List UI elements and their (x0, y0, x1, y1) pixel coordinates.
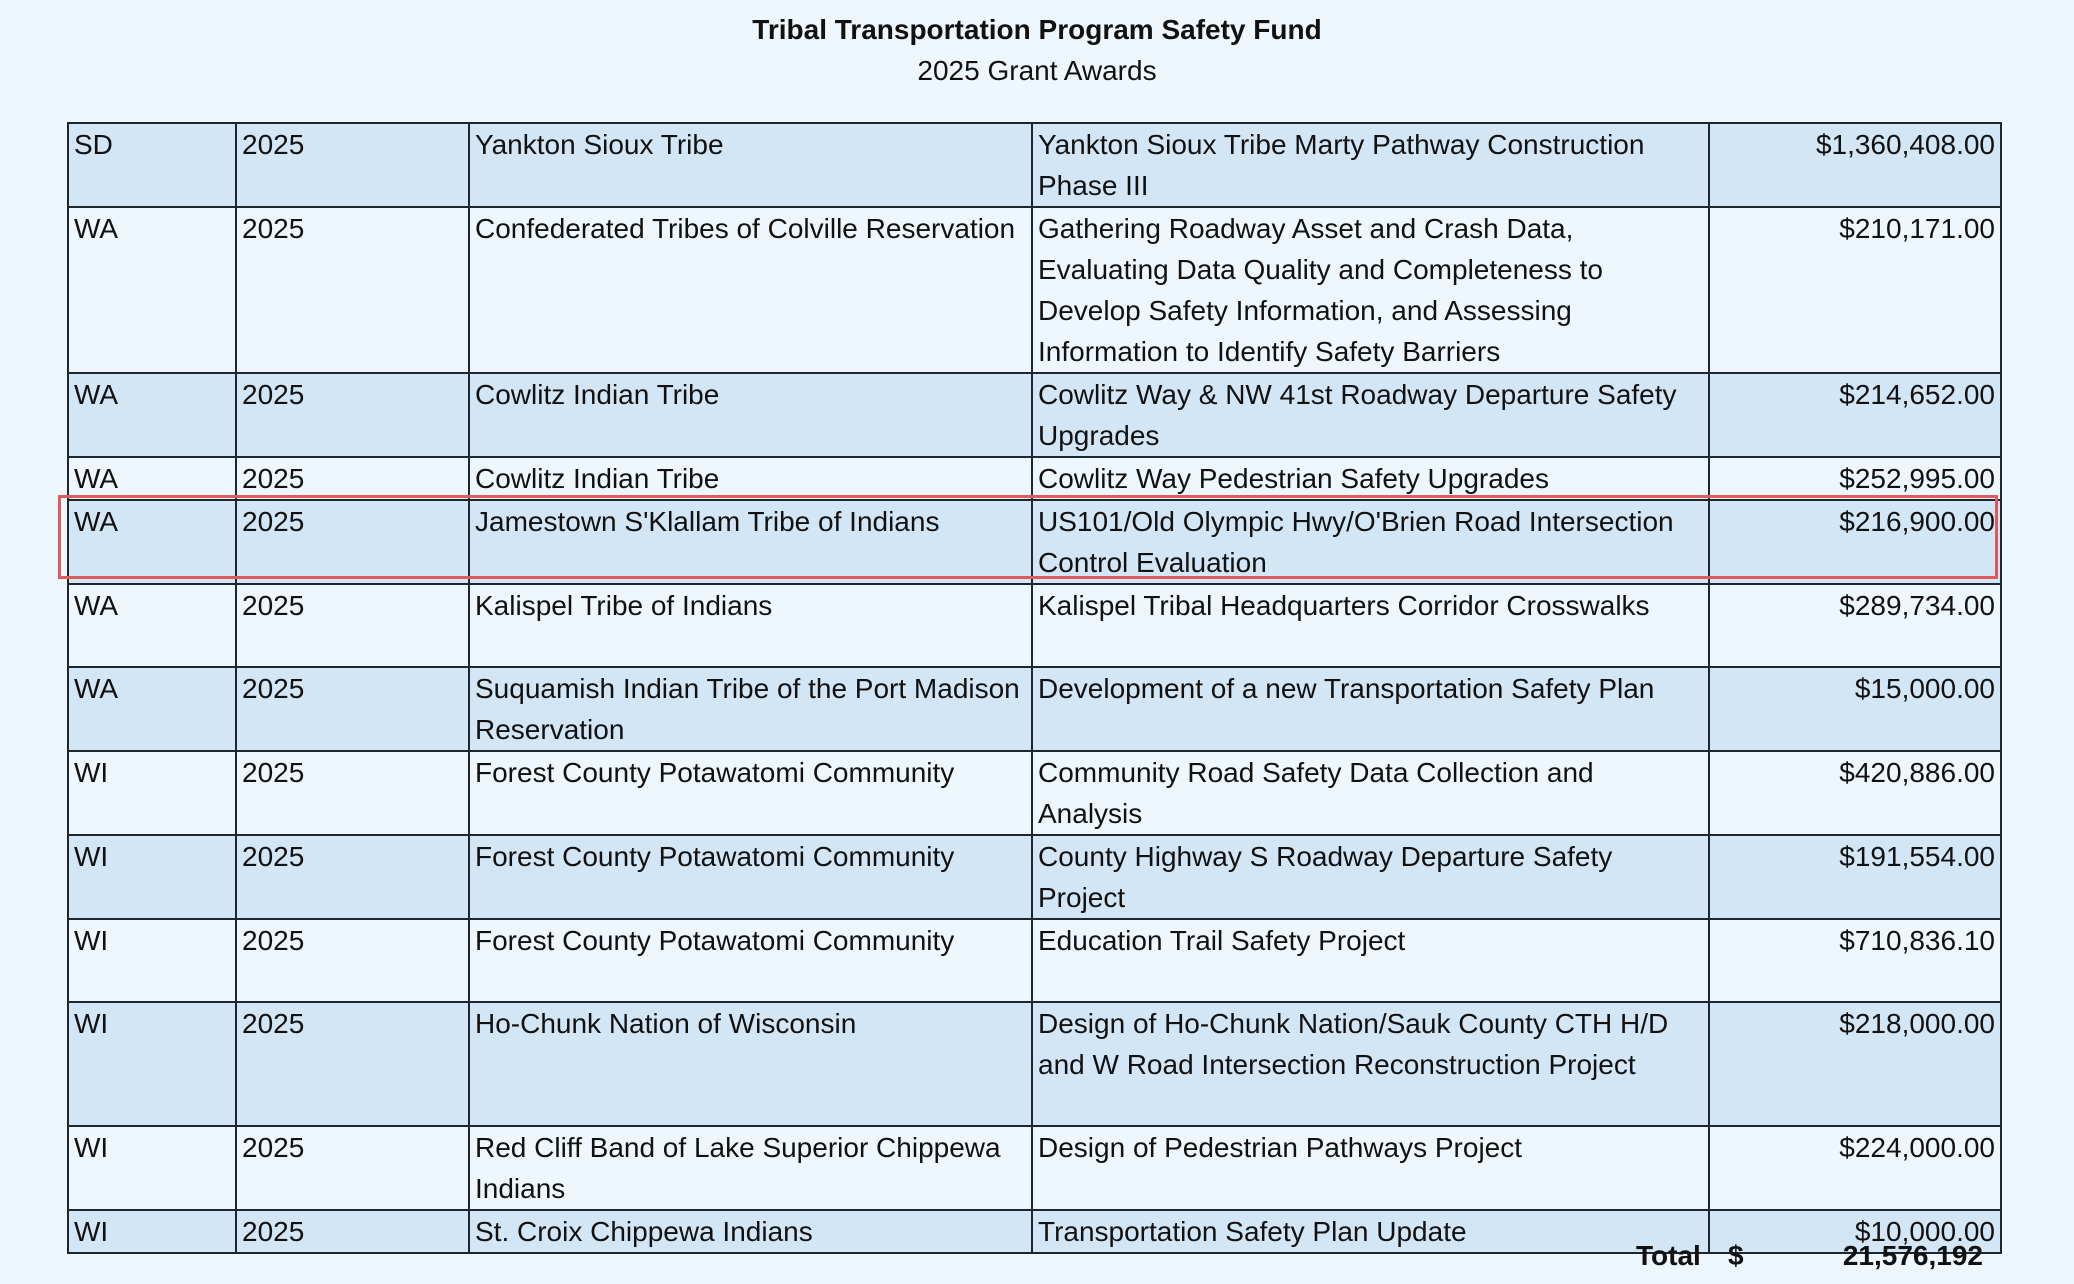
project-cell: Design of Pedestrian Pathways Project (1032, 1126, 1709, 1210)
table-row (68, 457, 2001, 500)
year-cell: 2025 (236, 500, 469, 584)
table-row (68, 667, 2001, 751)
state-cell: WI (68, 1126, 236, 1210)
state-cell: WA (68, 667, 236, 751)
tribe-cell: Yankton Sioux Tribe (469, 123, 1032, 207)
tribe-cell: Kalispel Tribe of Indians (469, 584, 1032, 667)
amount-cell: $224,000.00 (1709, 1126, 2001, 1210)
year-cell: 2025 (236, 751, 469, 835)
year-cell: 2025 (236, 123, 469, 207)
tribe-cell: Suquamish Indian Tribe of the Port Madison Reservation (469, 667, 1032, 751)
tribe-cell: Forest County Potawatomi Community (469, 751, 1032, 835)
grant-awards-table (67, 122, 2002, 1254)
total-currency: $ (1728, 1240, 1744, 1271)
total-row (0, 1240, 2074, 1282)
state-cell: WA (68, 500, 236, 584)
table-row (68, 1126, 2001, 1210)
tribe-cell: Forest County Potawatomi Community (469, 835, 1032, 919)
table-row (68, 751, 2001, 835)
project-cell: Gathering Roadway Asset and Crash Data, Evaluating Data Quality and Completeness to Develop Safety Information, and Assessing Information to Identify Safety Barriers (1032, 207, 1709, 373)
project-cell: County Highway S Roadway Departure Safety Project (1032, 835, 1709, 919)
state-cell: WA (68, 457, 236, 500)
year-cell: 2025 (236, 373, 469, 457)
project-cell: Cowlitz Way & NW 41st Roadway Departure Safety Upgrades (1032, 373, 1709, 457)
project-cell: Development of a new Transportation Safety Plan (1032, 667, 1709, 751)
amount-cell: $15,000.00 (1709, 667, 2001, 751)
amount-cell: $218,000.00 (1709, 1002, 2001, 1126)
state-cell: WI (68, 835, 236, 919)
state-cell: WA (68, 584, 236, 667)
table-row (68, 919, 2001, 1002)
tribe-cell: St. Croix Chippewa Indians (469, 1210, 1032, 1253)
year-cell: 2025 (236, 1126, 469, 1210)
state-cell: WI (68, 1210, 236, 1253)
state-cell: WA (68, 207, 236, 373)
tribe-cell: Jamestown S'Klallam Tribe of Indians (469, 500, 1032, 584)
year-cell: 2025 (236, 207, 469, 373)
year-cell: 2025 (236, 919, 469, 1002)
table-row (68, 123, 2001, 207)
tribe-cell: Confederated Tribes of Colville Reservation (469, 207, 1032, 373)
amount-cell: $289,734.00 (1709, 584, 2001, 667)
state-cell: SD (68, 123, 236, 207)
table-row (68, 584, 2001, 667)
table-row-highlighted (68, 500, 2001, 584)
project-cell: US101/Old Olympic Hwy/O'Brien Road Intersection Control Evaluation (1032, 500, 1709, 584)
project-cell: Kalispel Tribal Headquarters Corridor Crosswalks (1032, 584, 1709, 667)
tribe-cell: Red Cliff Band of Lake Superior Chippewa Indians (469, 1126, 1032, 1210)
amount-cell: $420,886.00 (1709, 751, 2001, 835)
page-subtitle: 2025 Grant Awards (917, 55, 1157, 86)
amount-cell: $210,171.00 (1709, 207, 2001, 373)
amount-cell: $216,900.00 (1709, 500, 2001, 584)
tribe-cell: Ho-Chunk Nation of Wisconsin (469, 1002, 1032, 1126)
total-label: Total (1636, 1240, 1701, 1271)
table-row (68, 835, 2001, 919)
tribe-cell: Cowlitz Indian Tribe (469, 373, 1032, 457)
amount-cell: $252,995.00 (1709, 457, 2001, 500)
state-cell: WI (68, 919, 236, 1002)
total-value: 21,576,192 (1842, 1240, 1983, 1271)
amount-cell: $1,360,408.00 (1709, 123, 2001, 207)
year-cell: 2025 (236, 835, 469, 919)
amount-cell: $10,000.00 (1709, 1210, 2001, 1253)
tribe-cell: Cowlitz Indian Tribe (469, 457, 1032, 500)
project-cell: Community Road Safety Data Collection and Analysis (1032, 751, 1709, 835)
year-cell: 2025 (236, 667, 469, 751)
year-cell: 2025 (236, 1210, 469, 1253)
year-cell: 2025 (236, 584, 469, 667)
state-cell: WI (68, 1002, 236, 1126)
page-title: Tribal Transportation Program Safety Fund (752, 14, 1322, 45)
amount-cell: $191,554.00 (1709, 835, 2001, 919)
amount-cell: $214,652.00 (1709, 373, 2001, 457)
year-cell: 2025 (236, 457, 469, 500)
project-cell: Design of Ho-Chunk Nation/Sauk County CTH H/D and W Road Intersection Reconstruction Project (1032, 1002, 1709, 1126)
tribe-cell: Forest County Potawatomi Community (469, 919, 1032, 1002)
project-cell: Transportation Safety Plan Update (1032, 1210, 1709, 1253)
state-cell: WI (68, 751, 236, 835)
state-cell: WA (68, 373, 236, 457)
amount-cell: $710,836.10 (1709, 919, 2001, 1002)
project-cell: Yankton Sioux Tribe Marty Pathway Construction Phase III (1032, 123, 1709, 207)
project-cell: Education Trail Safety Project (1032, 919, 1709, 1002)
table-row (68, 207, 2001, 373)
project-cell: Cowlitz Way Pedestrian Safety Upgrades (1032, 457, 1709, 500)
year-cell: 2025 (236, 1002, 469, 1126)
table-row (68, 373, 2001, 457)
table-row (68, 1002, 2001, 1126)
